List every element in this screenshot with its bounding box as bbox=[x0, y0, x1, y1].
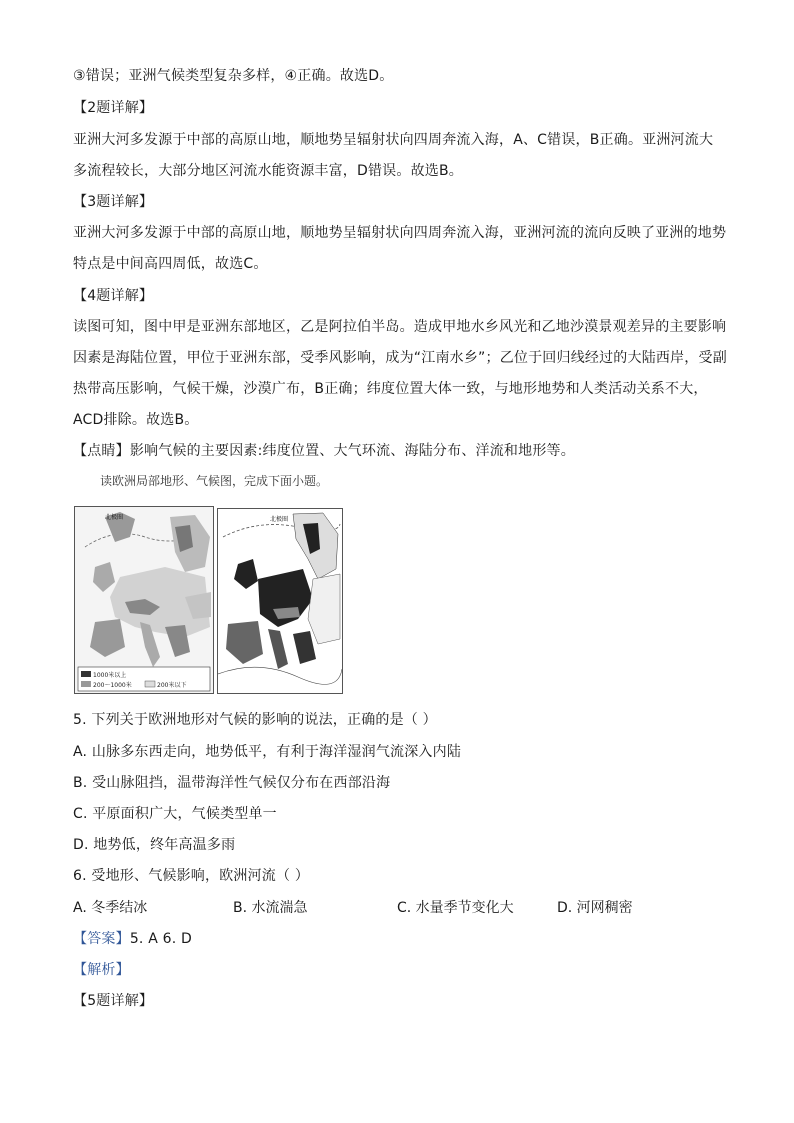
question-5: 5. 下列关于欧洲地形对气候的影响的说法，正确的是（ ） bbox=[73, 712, 437, 728]
q6-option-d: D. 河网稠密 bbox=[557, 900, 633, 916]
text-line: 亚洲大河多发源于中部的高原山地，顺地势呈辐射状向四周奔流入海，亚洲河流的流向反映了亚洲的地势 bbox=[73, 225, 727, 241]
question-6: 6. 受地形、气候影响，欧洲河流（ ） bbox=[73, 868, 310, 884]
section-heading: 【3题详解】 bbox=[73, 194, 154, 210]
section-heading: 【4题详解】 bbox=[73, 288, 154, 304]
detail-5-heading: 【5题详解】 bbox=[73, 993, 154, 1009]
text-line: ③错误；亚洲气候类型复杂多样，④正确。故选D。 bbox=[73, 68, 394, 84]
text-line: 亚洲大河多发源于中部的高原山地，顺地势呈辐射状向四周奔流入海，A、C错误，B正确。亚洲河流大 bbox=[73, 132, 714, 148]
text-line: 多流程较长，大部分地区河流水能资源丰富，D错误。故选B。 bbox=[73, 163, 463, 179]
tip-line bbox=[73, 441, 733, 461]
text-line: 读图可知，图中甲是亚洲东部地区，乙是阿拉伯半岛。造成甲地水乡风光和乙地沙漠景观差异的主要影响 bbox=[73, 319, 727, 335]
q6-option-b: B. 水流湍急 bbox=[233, 900, 308, 916]
figure-caption: 读欧洲局部地形、气候图，完成下面小题。 bbox=[100, 474, 329, 488]
text-line: 热带高压影响，气候干燥，沙漠广布，B正确；纬度位置大体一致，与地形地势和人类活动关系不大， bbox=[73, 381, 708, 397]
europe-terrain-map bbox=[74, 506, 214, 694]
text-line: ACD排除。故选B。 bbox=[73, 412, 199, 428]
europe-climate-map bbox=[217, 508, 343, 694]
analysis-label: 【解析】 bbox=[73, 962, 130, 978]
terrain-map-graphic bbox=[75, 507, 213, 693]
arctic-circle-label: 北极圈 bbox=[270, 516, 289, 523]
section-heading: 【2题详解】 bbox=[73, 100, 154, 116]
q5-option-d: D. 地势低，终年高温多雨 bbox=[73, 837, 236, 853]
q5-option-a: A. 山脉多东西走向，地势低平，有利于海洋湿润气流深入内陆 bbox=[73, 744, 462, 760]
tip-label: 【点睛】 bbox=[73, 443, 130, 459]
legend-low: 200米以下 bbox=[157, 682, 187, 689]
text-line: 特点是中间高四周低，故选C。 bbox=[73, 256, 268, 272]
answer-text: 5. A 6. D bbox=[129, 931, 193, 947]
legend-mid: 200～1000米 bbox=[93, 682, 132, 689]
q6-option-c: C. 水量季节变化大 bbox=[397, 900, 514, 916]
q5-option-b: B. 受山脉阻挡，温带海洋性气候仅分布在西部沿海 bbox=[73, 775, 391, 791]
text-line: 因素是海陆位置，甲位于亚洲东部，受季风影响，成为“江南水乡”；乙位于回归线经过的大陆西岸，受副 bbox=[73, 350, 727, 366]
answer-line bbox=[73, 929, 733, 949]
q5-option-c: C. 平原面积广大，气候类型单一 bbox=[73, 806, 277, 822]
climate-map-graphic bbox=[218, 509, 342, 693]
tip-text: 影响气候的主要因素:纬度位置、大气环流、海陆分布、洋流和地形等。 bbox=[129, 443, 575, 459]
answer-label: 【答案】 bbox=[73, 931, 130, 947]
arctic-circle-label: 北极圈 bbox=[105, 514, 124, 521]
legend-high: 1000米以上 bbox=[93, 672, 127, 679]
q6-option-a: A. 冬季结冰 bbox=[73, 900, 148, 916]
